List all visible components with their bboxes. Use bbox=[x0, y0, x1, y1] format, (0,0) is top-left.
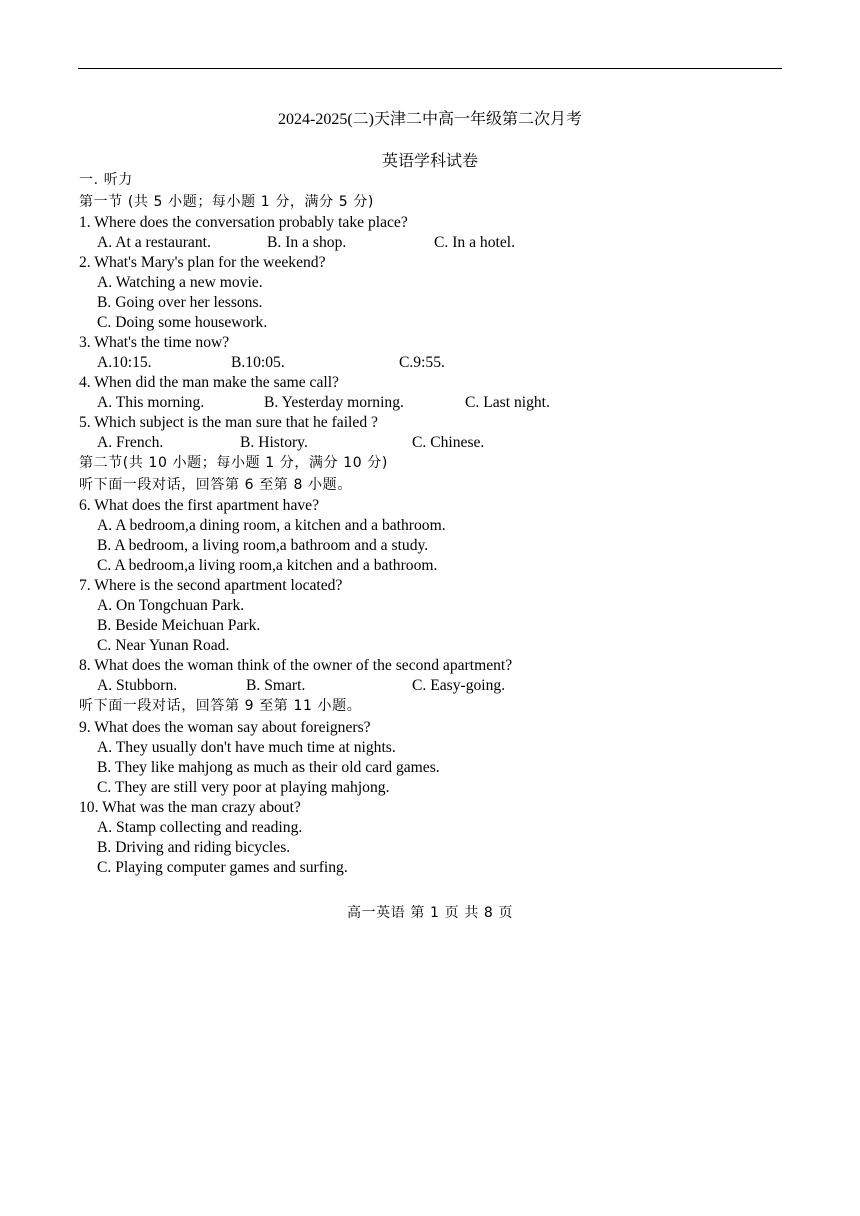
question-stem: 2. What's Mary's plan for the weekend? bbox=[79, 254, 326, 271]
question-stem: 1. Where does the conversation probably take place? bbox=[79, 214, 408, 231]
question-stem: 8. What does the woman think of the owner of the second apartment? bbox=[79, 657, 513, 674]
option-c: C. They are still very poor at playing mahjong. bbox=[97, 778, 390, 796]
option-row bbox=[79, 393, 779, 413]
option-b: B. Smart. bbox=[246, 677, 306, 694]
question-stem: 5. Which subject is the man sure that he failed ? bbox=[79, 414, 378, 431]
option-a: A. This morning. bbox=[97, 394, 205, 411]
option-c: C. Chinese. bbox=[412, 434, 485, 451]
exam-title: 2024-2025(二)天津二中高一年级第二次月考 bbox=[278, 111, 582, 128]
option-b: B. History. bbox=[240, 434, 308, 451]
question-stem: 3. What's the time now? bbox=[79, 334, 230, 351]
option-row bbox=[79, 433, 779, 453]
option-b: B.10:05. bbox=[231, 354, 285, 371]
part2-heading: 第二节(共 10 小题；每小题 1 分，满分 10 分) bbox=[79, 455, 388, 471]
option-row bbox=[79, 233, 779, 253]
option-c: C. Easy-going. bbox=[412, 677, 506, 694]
header-rule bbox=[78, 68, 782, 69]
exam-subtitle: 英语学科试卷 bbox=[381, 153, 478, 170]
option-a: A.10:15. bbox=[97, 354, 152, 371]
option-b: B. Beside Meichuan Park. bbox=[97, 617, 261, 634]
instruction: 听下面一段对话，回答第 6 至第 8 小题。 bbox=[79, 476, 352, 493]
option-a: A. French. bbox=[97, 434, 164, 451]
option-c: C. A bedroom,a living room,a kitchen and a bathroom. bbox=[97, 557, 438, 574]
option-row bbox=[79, 353, 779, 373]
option-a: A. Stubborn. bbox=[97, 677, 178, 694]
option-a: A. A bedroom,a dining room, a kitchen and a bathroom. bbox=[97, 517, 446, 534]
instruction: 听下面一段对话，回答第 9 至第 11 小题。 bbox=[79, 698, 362, 714]
option-c: C. Last night. bbox=[465, 394, 550, 411]
option-b: B. Driving and riding bicycles. bbox=[97, 838, 291, 856]
option-a: A. They usually don't have much time at nights. bbox=[97, 738, 396, 756]
question-stem: 6. What does the first apartment have? bbox=[79, 497, 320, 514]
page-footer: 高一英语 第 1 页 共 8 页 bbox=[346, 905, 514, 921]
section-heading: 一. 听力 bbox=[79, 172, 133, 188]
option-a: A. Stamp collecting and reading. bbox=[97, 818, 303, 836]
option-c: C. Near Yunan Road. bbox=[97, 637, 230, 654]
option-row bbox=[79, 676, 779, 696]
option-b: B. Going over her lessons. bbox=[97, 294, 263, 311]
option-c: C. In a hotel. bbox=[434, 234, 515, 251]
option-b: B. In a shop. bbox=[267, 234, 347, 251]
option-c: C. Doing some housework. bbox=[97, 314, 268, 331]
option-b: B. They like mahjong as much as their old card games. bbox=[97, 758, 440, 776]
option-c: C. Playing computer games and surfing. bbox=[97, 858, 348, 876]
option-b: B. A bedroom, a living room,a bathroom and a study. bbox=[97, 537, 429, 554]
option-a: A. Watching a new movie. bbox=[97, 274, 263, 291]
option-a: A. On Tongchuan Park. bbox=[97, 597, 245, 614]
part1-heading: 第一节 (共 5 小题；每小题 1 分，满分 5 分) bbox=[79, 193, 374, 210]
question-stem: 7. Where is the second apartment located? bbox=[79, 577, 343, 594]
question-stem: 9. What does the woman say about foreigners? bbox=[79, 718, 371, 736]
question-stem: 4. When did the man make the same call? bbox=[79, 374, 339, 391]
question-stem: 10. What was the man crazy about? bbox=[79, 798, 301, 816]
option-b: B. Yesterday morning. bbox=[264, 394, 404, 411]
option-c: C.9:55. bbox=[399, 354, 445, 371]
exam-body bbox=[79, 170, 779, 878]
option-a: A. At a restaurant. bbox=[97, 234, 211, 251]
